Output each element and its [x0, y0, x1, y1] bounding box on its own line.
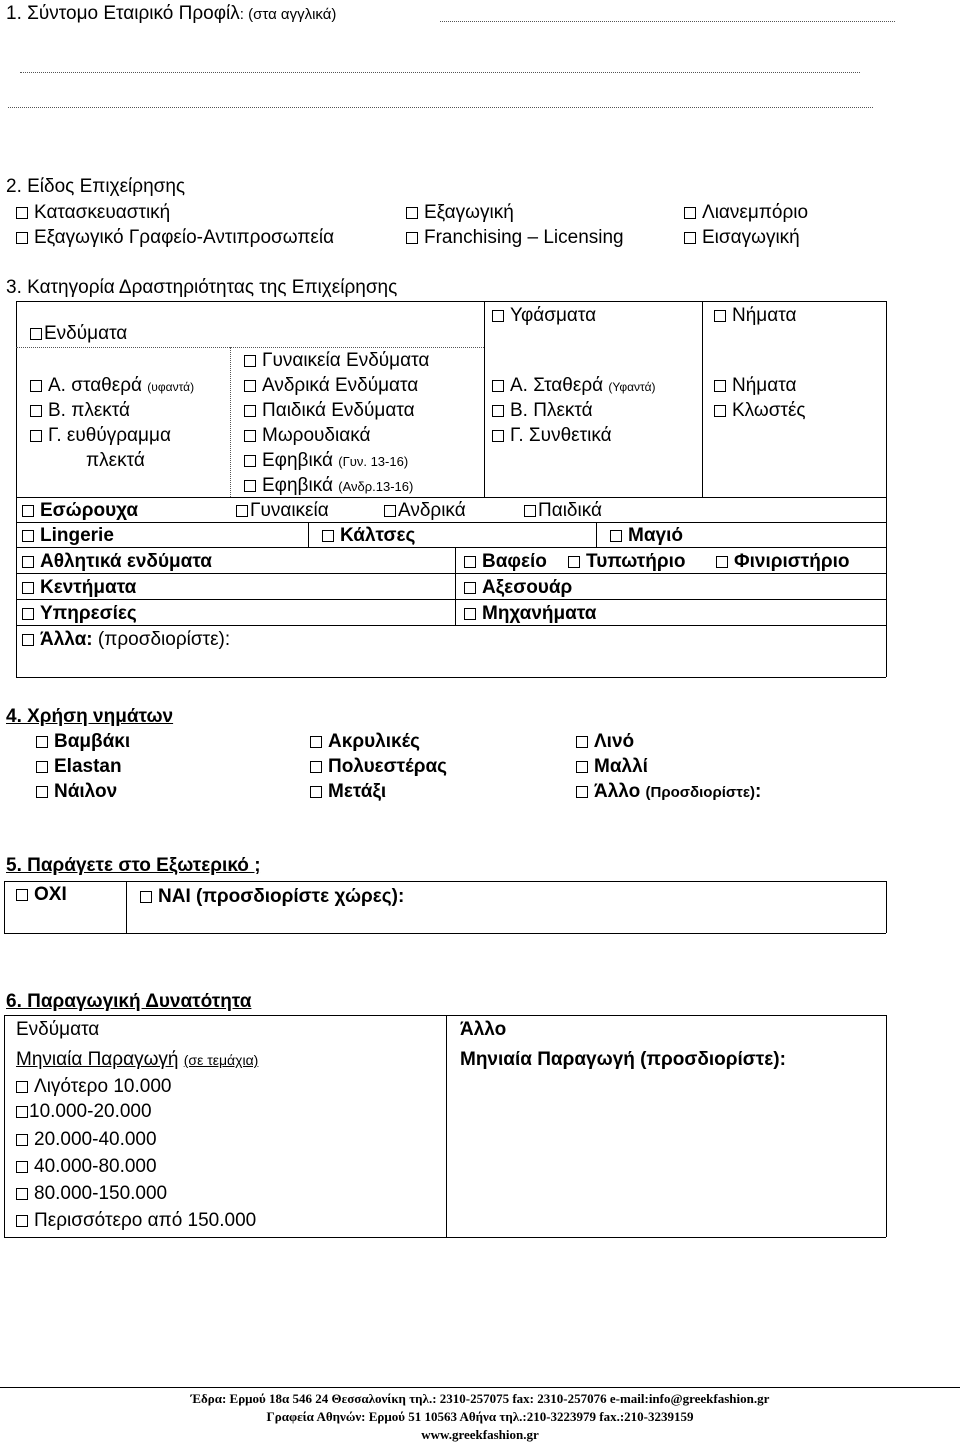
- checkbox[interactable]: [244, 455, 256, 467]
- table-border: [16, 301, 17, 677]
- checkbox[interactable]: [384, 505, 396, 517]
- table-divider: [596, 522, 597, 547]
- table-divider: [16, 497, 886, 498]
- profile-line-3[interactable]: [8, 107, 873, 108]
- checkbox[interactable]: [30, 328, 42, 340]
- checkbox[interactable]: [714, 310, 726, 322]
- option-finiristirio[interactable]: Φινιριστήριο: [716, 551, 849, 573]
- option-kentimata[interactable]: Κεντήματα: [22, 577, 136, 599]
- table-divider: [446, 1015, 447, 1237]
- yarn-polyesteras[interactable]: Πολυεστέρας: [310, 756, 447, 778]
- checkbox[interactable]: [492, 310, 504, 322]
- capacity-monthly-label: Μηνιαία Παραγωγή (σε τεμάχια): [16, 1049, 259, 1070]
- checkbox[interactable]: [576, 761, 588, 773]
- option-franchising[interactable]: Franchising – Licensing: [406, 227, 624, 249]
- checkbox[interactable]: [406, 232, 418, 244]
- option-paidika[interactable]: Παιδικά Ενδύματα: [244, 400, 415, 422]
- option-n-nimata[interactable]: Νήματα: [714, 375, 796, 397]
- section-1-note: : (στα αγγλικά): [239, 6, 337, 23]
- checkbox[interactable]: [36, 786, 48, 798]
- checkbox[interactable]: [576, 786, 588, 798]
- checkbox[interactable]: [36, 736, 48, 748]
- option-e-andrika[interactable]: Ανδρικά: [384, 500, 466, 522]
- option-alla[interactable]: Άλλα: (προσδιορίστε):: [22, 629, 230, 651]
- table-divider: [308, 522, 309, 547]
- option-exagogiki[interactable]: Εξαγωγική: [406, 202, 514, 224]
- checkbox[interactable]: [310, 786, 322, 798]
- checkbox[interactable]: [464, 608, 476, 620]
- profile-line-2[interactable]: [20, 72, 860, 73]
- table-border: [4, 1015, 5, 1237]
- range-gt-150000[interactable]: Περισσότερο από 150.000: [16, 1210, 256, 1232]
- checkbox[interactable]: [22, 582, 34, 594]
- checkbox[interactable]: [576, 736, 588, 748]
- table-border: [16, 301, 886, 302]
- table-dotted-line: [230, 347, 231, 497]
- profile-line-1[interactable]: [440, 21, 895, 22]
- checkbox[interactable]: [244, 430, 256, 442]
- yarn-metaxi[interactable]: Μετάξι: [310, 781, 386, 803]
- checkbox[interactable]: [244, 405, 256, 417]
- section-1-title: 1. Σύντομο Εταιρικό Προφίλ: [6, 3, 240, 24]
- category-nimata[interactable]: Νήματα: [714, 305, 796, 327]
- option-kaltses[interactable]: Κάλτσες: [322, 525, 415, 547]
- yarn-vamvaki[interactable]: Βαμβάκι: [36, 731, 130, 753]
- checkbox[interactable]: [16, 1188, 28, 1200]
- range-20000-40000[interactable]: 20.000-40.000: [16, 1129, 157, 1151]
- section-3-heading: 3. Κατηγορία Δραστηριότητας της Επιχείρησης: [6, 277, 398, 298]
- option-yes[interactable]: ΝΑΙ (προσδιορίστε χώρες):: [140, 886, 404, 908]
- checkbox[interactable]: [16, 1081, 28, 1093]
- table-divider: [16, 573, 886, 574]
- table-divider: [455, 547, 456, 625]
- capacity-other-title: Άλλο: [460, 1019, 507, 1040]
- option-lingerie[interactable]: Lingerie: [22, 525, 114, 547]
- option-kataskevastiki[interactable]: Κατασκευαστική: [16, 202, 170, 224]
- section-1-heading: [6, 3, 336, 26]
- checkbox[interactable]: [322, 530, 334, 542]
- checkbox[interactable]: [684, 232, 696, 244]
- option-n-klwstes[interactable]: Κλωστές: [714, 400, 806, 422]
- checkbox[interactable]: [406, 207, 418, 219]
- checkbox[interactable]: [16, 232, 28, 244]
- checkbox[interactable]: [236, 505, 248, 517]
- option-ypiresies[interactable]: Υπηρεσίες: [22, 603, 137, 625]
- yarn-malli[interactable]: Μαλλί: [576, 756, 648, 778]
- checkbox[interactable]: [714, 380, 726, 392]
- checkbox[interactable]: [16, 207, 28, 219]
- table-border: [4, 933, 886, 934]
- checkbox[interactable]: [22, 608, 34, 620]
- checkbox[interactable]: [16, 889, 28, 901]
- checkbox[interactable]: [568, 556, 580, 568]
- capacity-clothing-title: Ενδύματα: [16, 1019, 100, 1040]
- checkbox[interactable]: [492, 380, 504, 392]
- table-dotted-line: [16, 347, 484, 348]
- table-divider: [702, 301, 703, 497]
- checkbox[interactable]: [30, 405, 42, 417]
- checkbox[interactable]: [140, 891, 152, 903]
- option-gynaikeia[interactable]: Γυναικεία Ενδύματα: [244, 350, 429, 372]
- checkbox[interactable]: [16, 1161, 28, 1173]
- option-athlitika[interactable]: Αθλητικά ενδύματα: [22, 551, 212, 573]
- range-10000-20000[interactable]: 10.000-20.000: [16, 1101, 152, 1123]
- table-border: [4, 881, 5, 933]
- section-2-heading: 2. Είδος Επιχείρησης: [6, 176, 186, 197]
- checkbox[interactable]: [464, 582, 476, 594]
- checkbox[interactable]: [30, 430, 42, 442]
- checkbox[interactable]: [492, 405, 504, 417]
- table-border: [886, 881, 887, 933]
- footer-rule: [0, 1387, 960, 1388]
- option-efivika-gyn[interactable]: Εφηβικά (Γυν. 13-16): [244, 450, 408, 473]
- range-80000-150000[interactable]: 80.000-150.000: [16, 1183, 167, 1205]
- table-border: [4, 1237, 886, 1238]
- checkbox[interactable]: [244, 480, 256, 492]
- yarn-lino[interactable]: Λινό: [576, 731, 634, 753]
- range-lt-10000[interactable]: Λιγότερο 10.000: [16, 1076, 171, 1098]
- checkbox[interactable]: [16, 1106, 28, 1118]
- checkbox[interactable]: [610, 530, 622, 542]
- checkbox[interactable]: [310, 736, 322, 748]
- yarn-nailon[interactable]: Νάιλον: [36, 781, 117, 803]
- checkbox[interactable]: [464, 556, 476, 568]
- option-a-stathera[interactable]: Α. σταθερά (υφαντά): [30, 375, 194, 398]
- category-endymata[interactable]: Ενδύματα: [30, 323, 127, 345]
- option-e-gynaikeia[interactable]: Γυναικεία: [236, 500, 329, 522]
- option-y-stathera[interactable]: Α. Σταθερά (Υφαντά): [492, 375, 656, 398]
- option-exagogiko-grafeio[interactable]: Εξαγωγικό Γραφείο-Αντιπροσωπεία: [16, 227, 334, 249]
- table-border: [886, 1015, 887, 1237]
- checkbox[interactable]: [16, 1215, 28, 1227]
- option-mwroudiaka[interactable]: Μωρουδιακά: [244, 425, 370, 447]
- checkbox[interactable]: [310, 761, 322, 773]
- option-magio[interactable]: Μαγιό: [610, 525, 683, 547]
- option-eisagogiki[interactable]: Εισαγωγική: [684, 227, 800, 249]
- yarn-allo[interactable]: Άλλο (Προσδιορίστε):: [576, 781, 761, 804]
- section-6-heading: 6. Παραγωγική Δυνατότητα: [6, 991, 252, 1012]
- table-divider: [16, 522, 886, 523]
- option-aksesouar[interactable]: Αξεσουάρ: [464, 577, 572, 599]
- option-typwtirio[interactable]: Τυπωτήριο: [568, 551, 686, 573]
- checkbox[interactable]: [714, 405, 726, 417]
- option-b-plekta[interactable]: Β. πλεκτά: [30, 400, 130, 422]
- option-esorouxa[interactable]: Εσώρουχα: [22, 500, 138, 522]
- option-vafeio[interactable]: Βαφείο: [464, 551, 547, 573]
- checkbox[interactable]: [492, 430, 504, 442]
- checkbox[interactable]: [36, 761, 48, 773]
- section-5-heading: 5. Παράγετε στο Εξωτερικό ;: [6, 855, 261, 876]
- checkbox[interactable]: [22, 634, 34, 646]
- option-e-paidika[interactable]: Παιδικά: [524, 500, 602, 522]
- option-efivika-andr[interactable]: Εφηβικά (Ανδρ.13-16): [244, 475, 413, 498]
- yarn-elastan[interactable]: Elastan: [36, 756, 122, 778]
- table-border: [16, 677, 886, 678]
- table-divider: [484, 301, 485, 497]
- option-y-plekta[interactable]: Β. Πλεκτά: [492, 400, 593, 422]
- checkbox[interactable]: [716, 556, 728, 568]
- option-mixanimata[interactable]: Μηχανήματα: [464, 603, 596, 625]
- checkbox[interactable]: [244, 380, 256, 392]
- range-40000-80000[interactable]: 40.000-80.000: [16, 1156, 157, 1178]
- table-divider: [16, 547, 886, 548]
- table-border: [886, 301, 887, 677]
- table-divider: [126, 881, 127, 933]
- checkbox[interactable]: [524, 505, 536, 517]
- checkbox[interactable]: [244, 355, 256, 367]
- section-4-heading: 4. Χρήση νημάτων: [6, 706, 174, 727]
- option-g-plekta-label: πλεκτά: [86, 450, 145, 471]
- option-g-euthygramma[interactable]: Γ. ευθύγραμμα: [30, 425, 171, 447]
- footer-address: Έδρα: Ερμού 18α 546 24 Θεσσαλονίκη τηλ.: 2310-257075 fax: 2310-257076 e-mail:info@greekfashion.gr: [190, 1391, 770, 1406]
- checkbox[interactable]: [22, 505, 34, 517]
- option-y-synthetika[interactable]: Γ. Συνθετικά: [492, 425, 612, 447]
- footer-website[interactable]: www.greekfashion.gr: [421, 1427, 539, 1442]
- checkbox[interactable]: [16, 1134, 28, 1146]
- option-no[interactable]: ΟΧΙ: [16, 884, 67, 906]
- table-border: [4, 1015, 886, 1016]
- table-border: [4, 881, 886, 882]
- checkbox[interactable]: [30, 380, 42, 392]
- checkbox[interactable]: [22, 556, 34, 568]
- footer-athens-office: Γραφεία Αθηνών: Ερμού 51 10563 Αθήνα τηλ.:210-3223979 fax.:210-3239159: [266, 1409, 694, 1424]
- table-divider: [16, 625, 886, 626]
- yarn-akrylikes[interactable]: Ακρυλικές: [310, 731, 420, 753]
- option-andrika[interactable]: Ανδρικά Ενδύματα: [244, 375, 418, 397]
- checkbox[interactable]: [22, 530, 34, 542]
- option-lianemporio[interactable]: Λιανεμπόριο: [684, 202, 808, 224]
- capacity-other-monthly: Μηνιαία Παραγωγή (προσδιορίστε):: [460, 1049, 786, 1070]
- checkbox[interactable]: [684, 207, 696, 219]
- table-divider: [16, 599, 886, 600]
- category-yfasmata[interactable]: Υφάσματα: [492, 305, 596, 327]
